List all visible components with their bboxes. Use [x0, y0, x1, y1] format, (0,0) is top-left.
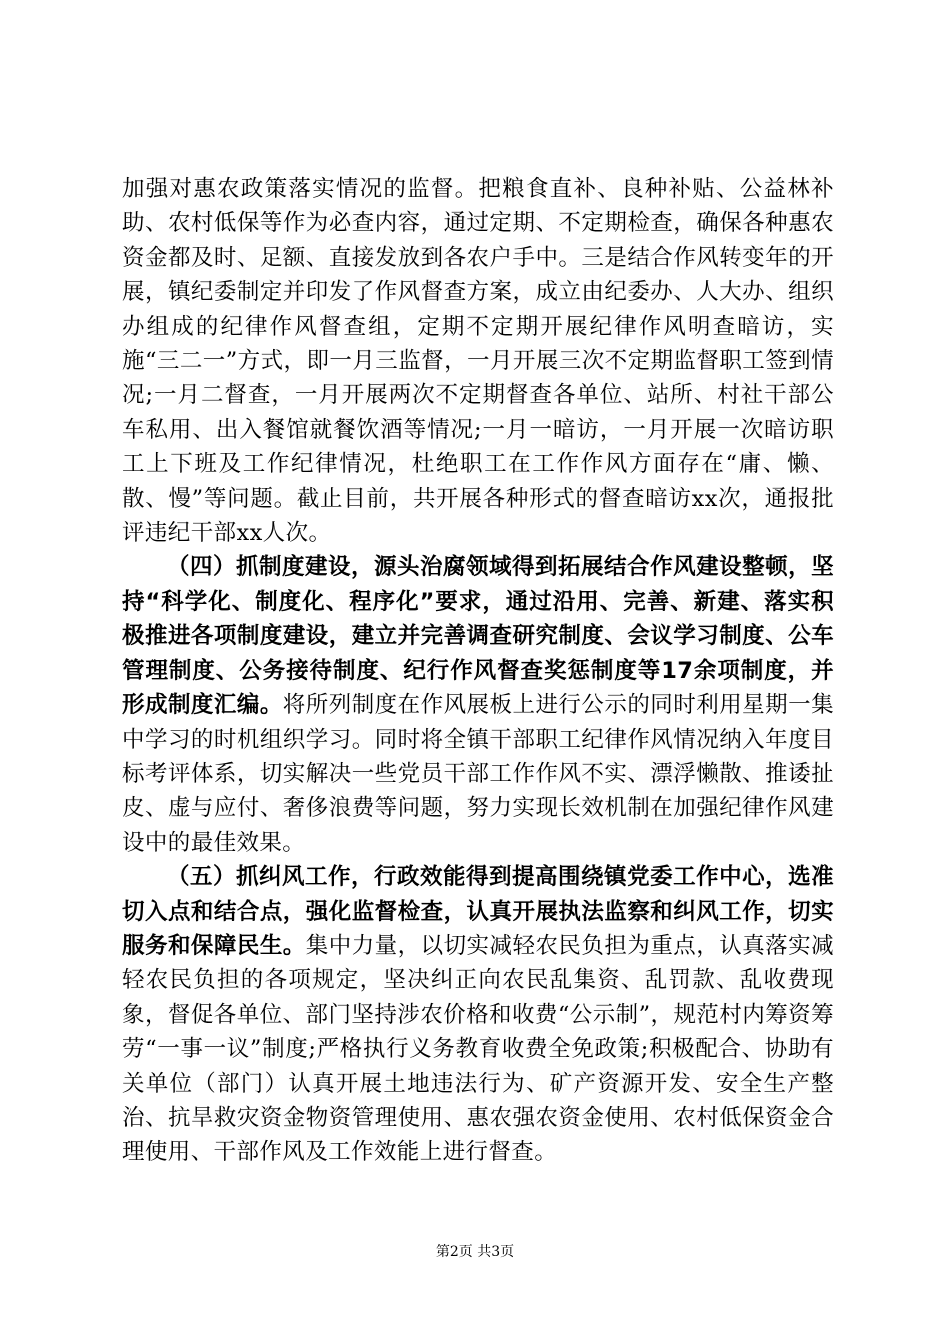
section-heading-5: （五）抓纠风工作，行政效能得到提高围绕镇党委工作中心，选准切入点和结合点，强化监督检查，认真开展执法监察和纠风工作，切实服务和保障民生。 — [122, 864, 834, 959]
paragraph-continuation: 加强对惠农政策落实情况的监督。把粮食直补、良种补贴、公益林补助、农村低保等作为必查内容，通过定期、不定期检查，确保各种惠农资金都及时、足额、直接发放到各农户手中。三是结合作风转变年的开展，镇纪委制定并印发了作风督查方案，成立由纪委办、人大办、组织办组成的纪律作风督查组，定期不定期开展纪律作风明查暗访，实施“三二一”方式，即一月三监督，一月开展三次不定期监督职工签到情况;一月二督查，一月开展两次不定期督查各单位、站所、村社干部公车私用、出入餐馆就餐饮酒等情况;一月一暗访，一月开展一次暗访职工上下班及工作纪律情况，杜绝职工在工作作风方面存在“庸、懒、散、慢”等问题。截止目前，共开展各种形式的督查暗访xx次，通报批评违纪干部xx人次。 — [122, 176, 834, 547]
paragraph-rectification — [122, 860, 834, 1170]
section-body-4: 将所列制度在作风展板上进行公示的同时利用星期一集中学习的时机组织学习。同时将全镇干部职工纪律作风情况纳入年度目标考评体系，切实解决一些党员干部工作作风不实、漂浮懒散、推诿扯皮、虚与应付、奢侈浪费等问题，努力实现长效机制在加强纪律作风建设中的最佳效果。 — [122, 692, 834, 856]
document-body — [122, 172, 834, 1170]
page-number-footer: 第2页 共3页 — [435, 1244, 515, 1260]
paragraph-system-building — [122, 550, 834, 860]
section-heading-4: （四）抓制度建设，源头治腐领域得到拓展结合作风建设整顿，坚持“科学化、制度化、程序化”要求，通过沿用、完善、新建、落实积极推进各项制度建设，建立并完善调查研究制度、会议学习制度、公车管理制度、公务接待制度、纪行作风督查奖惩制度等17余项制度，并形成制度汇编。 — [122, 554, 834, 719]
section-body-5: 集中力量，以切实减轻农民负担为重点，认真落实减轻农民负担的各项规定，坚决纠正向农民乱集资、乱罚款、乱收费现象，督促各单位、部门坚持涉农价格和收费“公示制”，规范村内筹资筹劳“一事一议”制度;严格执行义务教育收费全免政策;积极配合、协助有关单位（部门）认真开展土地违法行为、矿产资源开发、安全生产整治、抗旱救灾资金物资管理使用、惠农强农资金使用、农村低保资金合理使用、干部作风及工作效能上进行督查。 — [122, 932, 835, 1166]
